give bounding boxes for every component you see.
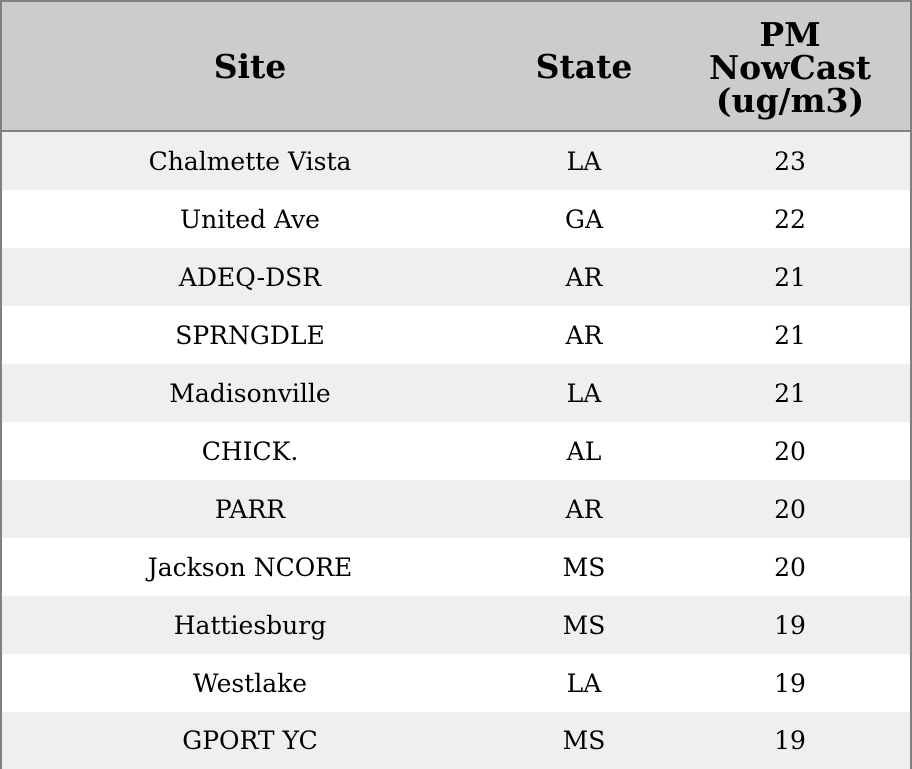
table-body: [2, 131, 910, 769]
cell-site: GPORT YC: [2, 712, 498, 769]
table-row: [2, 248, 910, 306]
cell-site: United Ave: [2, 190, 498, 248]
cell-pm-nowcast: 19: [670, 654, 910, 712]
cell-state: MS: [498, 712, 670, 769]
cell-site: Jackson NCORE: [2, 538, 498, 596]
cell-pm-nowcast: 19: [670, 712, 910, 769]
cell-pm-nowcast: 22: [670, 190, 910, 248]
cell-pm-nowcast: 23: [670, 131, 910, 190]
cell-state: LA: [498, 364, 670, 422]
cell-state: LA: [498, 654, 670, 712]
pm-nowcast-table: [2, 2, 910, 769]
table-row: [2, 654, 910, 712]
column-header-state: State: [498, 2, 670, 131]
cell-site: PARR: [2, 480, 498, 538]
cell-state: AR: [498, 480, 670, 538]
cell-state: AR: [498, 248, 670, 306]
cell-site: Chalmette Vista: [2, 131, 498, 190]
table-header: [2, 2, 910, 131]
table-row: [2, 364, 910, 422]
table-row: [2, 422, 910, 480]
cell-state: GA: [498, 190, 670, 248]
column-header-pm-nowcast: PM NowCast (ug/m3): [670, 2, 910, 131]
cell-pm-nowcast: 20: [670, 422, 910, 480]
cell-state: AR: [498, 306, 670, 364]
table-row: [2, 306, 910, 364]
table-row: [2, 480, 910, 538]
cell-state: MS: [498, 538, 670, 596]
table-row: [2, 538, 910, 596]
cell-site: Hattiesburg: [2, 596, 498, 654]
cell-pm-nowcast: 20: [670, 538, 910, 596]
cell-site: ADEQ-DSR: [2, 248, 498, 306]
cell-pm-nowcast: 21: [670, 306, 910, 364]
cell-site: CHICK.: [2, 422, 498, 480]
table-row: [2, 596, 910, 654]
cell-site: Westlake: [2, 654, 498, 712]
table-row: [2, 131, 910, 190]
cell-state: MS: [498, 596, 670, 654]
table-row: [2, 712, 910, 769]
cell-pm-nowcast: 20: [670, 480, 910, 538]
cell-site: Madisonville: [2, 364, 498, 422]
cell-pm-nowcast: 19: [670, 596, 910, 654]
column-header-site: Site: [2, 2, 498, 131]
cell-pm-nowcast: 21: [670, 364, 910, 422]
header-row: [2, 2, 910, 131]
cell-pm-nowcast: 21: [670, 248, 910, 306]
cell-state: AL: [498, 422, 670, 480]
table-row: [2, 190, 910, 248]
cell-site: SPRNGDLE: [2, 306, 498, 364]
cell-state: LA: [498, 131, 670, 190]
